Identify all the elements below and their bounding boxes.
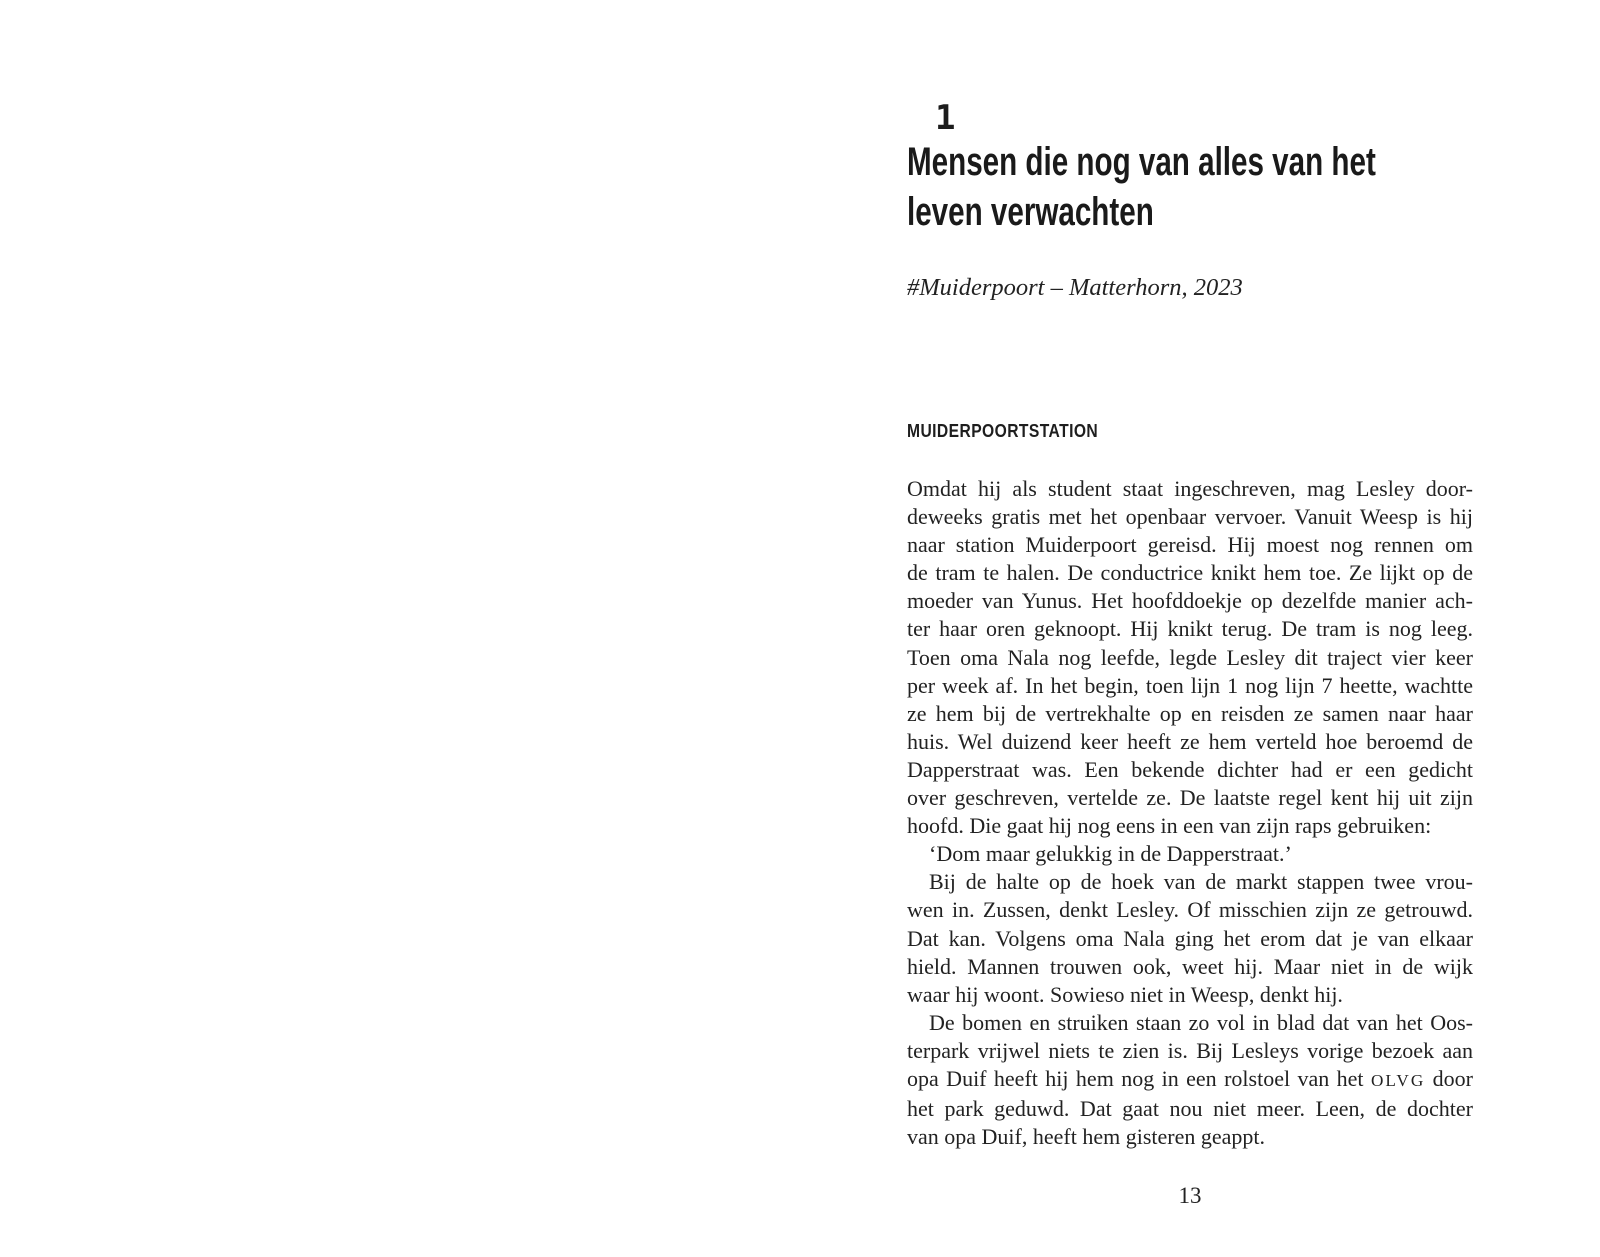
body-line: moeder van Yunus. Het hoofddoekje op dezelfde manier ach- [907, 588, 1473, 614]
body-line: per week af. In het begin, toen lijn 1 nog lijn 7 heette, wachtte [907, 672, 1473, 698]
body-line: ze hem bij de vertrekhalte op en reisden ze samen naar haar [907, 700, 1473, 726]
body-line: wen in. Zussen, denkt Lesley. Of misschien zijn ze getrouwd. [907, 897, 1473, 923]
paragraph [907, 868, 1473, 1008]
chapter-title [907, 137, 1541, 237]
body-line: het park geduwd. Dat gaat nou niet meer. Leen, de dochter [907, 1096, 1473, 1122]
body-line: terpark vrijwel niets te zien is. Bij Lesleys vorige bezoek aan [907, 1037, 1473, 1063]
body-line: Dat kan. Volgens oma Nala ging het erom dat je van elkaar [907, 925, 1473, 951]
section-heading: MUIDERPOORTSTATION [907, 420, 1099, 441]
body-line: huis. Wel duizend keer heeft ze hem verteld hoe beroemd de [907, 728, 1473, 754]
body-line: deweeks gratis met het openbaar vervoer. Vanuit Weesp is hij [907, 504, 1473, 530]
body-line: van opa Duif, heeft hem gisteren geappt. [907, 1124, 1265, 1150]
body-line: ‘Dom maar gelukkig in de Dapperstraat.’ [929, 841, 1292, 867]
chapter-subtitle: #Muiderpoort – Matterhorn, 2023 [907, 274, 1243, 301]
paragraph [907, 475, 1473, 840]
body-line: hoofd. Die gaat hij nog eens in een van zijn raps gebruiken: [907, 813, 1432, 839]
chapter-title-line-1: Mensen die nog van alles van het [907, 140, 1376, 184]
paragraph [907, 1009, 1473, 1151]
smallcaps-abbreviation: OLVG [1370, 1070, 1426, 1090]
body-text [907, 475, 1473, 1151]
body-line: opa Duif heeft hij hem nog in een rolstoel van het OLVG door [907, 1065, 1474, 1091]
body-line: De bomen en struiken staan zo vol in blad dat van het Oos- [929, 1009, 1473, 1035]
body-line: naar station Muiderpoort gereisd. Hij moest nog rennen om [907, 532, 1473, 558]
body-line: de tram te halen. De conductrice knikt hem toe. Ze lijkt op de [907, 560, 1473, 586]
body-line: Bij de halte op de hoek van de markt stappen twee vrou- [929, 869, 1473, 895]
body-line: over geschreven, vertelde ze. De laatste regel kent hij uit zijn [907, 785, 1473, 811]
paragraph [907, 840, 1473, 868]
text-column [907, 0, 1473, 1257]
body-line: Omdat hij als student staat ingeschreven, mag Lesley door- [907, 476, 1473, 501]
body-line: waar hij woont. Sowieso niet in Weesp, denkt hij. [907, 981, 1343, 1007]
body-line: Toen oma Nala nog leefde, legde Lesley dit traject vier keer [907, 644, 1473, 670]
chapter-title-line-2: leven verwachten [907, 190, 1154, 234]
body-line: ter haar oren geknoopt. Hij knikt terug. De tram is nog leeg. [907, 616, 1473, 642]
page-number: 13 [1178, 1183, 1202, 1208]
body-line: hield. Mannen trouwen ook, weet hij. Maar niet in de wijk [907, 953, 1473, 979]
chapter-number: 1 [935, 98, 956, 138]
body-line: Dapperstraat was. Een bekende dichter had er een gedicht [907, 756, 1473, 782]
